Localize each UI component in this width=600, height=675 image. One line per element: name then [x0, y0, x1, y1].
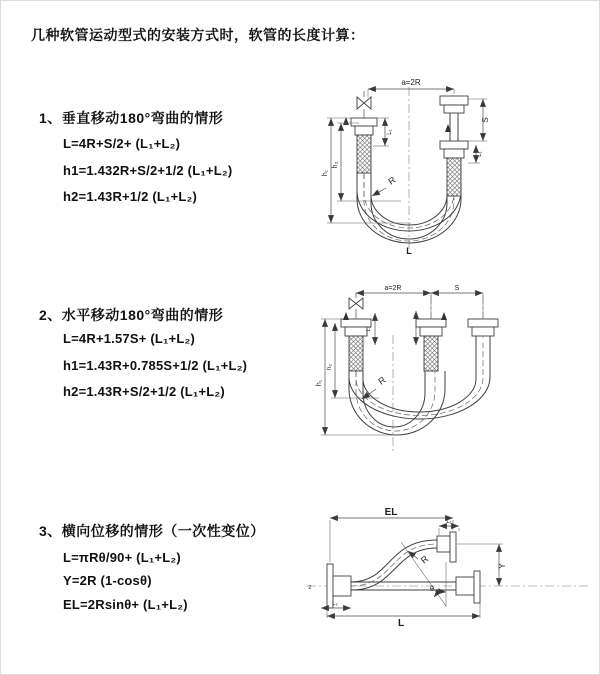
dim-label-h1: h₁ [316, 379, 323, 387]
section-3-heading: 3、横向位移的情形（一次性变位） [39, 523, 265, 539]
section-3-formula-l: L=πRθ/90+ (L₁+L₂) [63, 550, 181, 565]
right-flange-displaced [437, 532, 456, 562]
dim-label-el: EL [384, 507, 398, 518]
right-hose-fitting [468, 319, 498, 343]
diagram-vertical-180-bend [313, 73, 595, 263]
dim-label-r: R [418, 553, 431, 566]
dim-label-h2: h₂ [332, 161, 339, 169]
radius-leader [408, 551, 431, 566]
dim-label-s: S [481, 117, 490, 123]
position-arrow-middle [441, 312, 447, 320]
dim-el [330, 507, 453, 562]
diagram-lateral-displacement [299, 504, 599, 652]
dim-s [431, 285, 483, 293]
section-2-heading: 2、水平移动180°弯曲的情形 [39, 307, 224, 323]
section-2-formula-l: L=4R+1.57S+ (L₁+L₂) [63, 331, 196, 346]
right-hose-fitting [440, 96, 468, 196]
section-2-formula-h1: h1=1.43R+0.785S+1/2 (L₁+L₂) [63, 358, 248, 373]
left-flange [327, 564, 351, 608]
centerlines [393, 295, 483, 451]
section-1-formula-l: L=4R+S/2+ (L₁+L₂) [63, 136, 181, 151]
section-3-formula-el: EL=2Rsinθ+ (L₁+L₂) [63, 597, 188, 612]
dim-l1 [366, 311, 416, 345]
dim-l1-right [468, 145, 483, 163]
dim-label-l2: L₂ [332, 601, 338, 607]
position-arrow-left [343, 312, 349, 320]
radius-leader [362, 374, 388, 399]
valve-icon [349, 293, 363, 319]
hose-u-bends [349, 343, 490, 435]
dim-l2 [321, 601, 351, 608]
dim-l [327, 603, 480, 629]
section-2-formula-h2: h2=1.43R+S/2+1/2 (L₁+L₂) [63, 384, 225, 399]
centerline-mark: z [308, 584, 312, 591]
dim-label-y: Y [497, 562, 507, 570]
section-3-formula-y: Y=2R (1-cosθ) [63, 573, 152, 588]
dim-label-r: R [386, 174, 398, 187]
dim-label-span: a=2R [401, 78, 421, 87]
section-1-formula-h2: h2=1.43R+1/2 (L₁+L₂) [63, 189, 198, 204]
right-flange-original [456, 571, 480, 603]
radius-leader [372, 174, 398, 196]
dim-label-span: a=2R [384, 285, 402, 292]
section-1-formula-h1: h1=1.432R+S/2+1/2 (L₁+L₂) [63, 163, 233, 178]
section-1-heading: 1、垂直移动180°弯曲的情形 [39, 110, 224, 126]
dim-label-h2: h₂ [326, 363, 333, 371]
angle-label-theta: θ [430, 586, 434, 593]
dim-label-l-bottom: L [406, 246, 412, 256]
dim-label-r: R [376, 374, 388, 387]
dim-label-h1: h₁ [322, 169, 329, 177]
dim-label-l1-left: L₁ [387, 129, 393, 135]
dim-label-l1: L₁ [366, 326, 372, 332]
left-hose-fitting [351, 118, 377, 173]
diagram-horizontal-180-bend [313, 283, 599, 468]
dim-span [368, 78, 454, 97]
dim-label-l1-right: L₁ [477, 151, 483, 157]
valve-icon [357, 91, 371, 118]
middle-hose-fitting [416, 319, 446, 371]
dim-label-l: L [397, 618, 405, 629]
page-title: 几种软管运动型式的安装方式时，软管的长度计算： [31, 27, 365, 43]
dim-s [468, 99, 490, 141]
dim-label-l1: L₁ [446, 519, 452, 525]
dim-label-s: S [454, 285, 460, 292]
